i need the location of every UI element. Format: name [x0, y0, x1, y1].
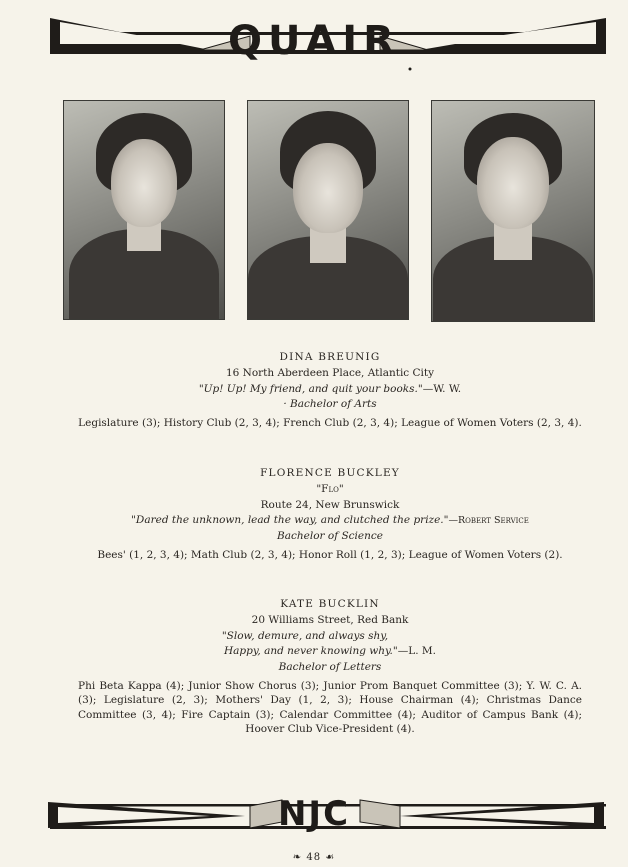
entry-dina-breunig	[70, 350, 590, 432]
student-quote-line-1: "Slow, demure, and always shy,	[221, 629, 389, 642]
student-quote-line-2	[70, 644, 590, 660]
student-quote-2: Happy, and never knowing why."	[224, 645, 398, 658]
student-quote-line	[70, 382, 590, 398]
student-quote: "Up! Up! My friend, and quit your books."	[198, 382, 423, 395]
student-name: FLORENCE BUCKLEY	[260, 467, 400, 479]
student-degree: · Bachelor of Arts	[283, 398, 377, 411]
quote-author: —Robert Service	[448, 515, 529, 527]
student-degree: Bachelor of Science	[277, 530, 383, 543]
ornament-left-icon: ❧	[292, 852, 303, 863]
student-degree: Bachelor of Letters	[278, 661, 382, 674]
header-banner	[0, 14, 628, 74]
student-name: DINA BREUNIG	[279, 351, 381, 363]
portrait-florence-buckley	[247, 100, 409, 320]
page-number: ❧ 48 ☙	[292, 852, 336, 863]
photo-row	[0, 100, 628, 326]
portrait-kate-bucklin	[431, 100, 595, 322]
student-name: KATE BUCKLIN	[280, 598, 380, 610]
student-address: 20 Williams Street, Red Bank	[251, 613, 409, 626]
ornament-right-icon: ☙	[325, 852, 336, 863]
quote-author: —W. W.	[422, 382, 462, 395]
student-quote: "Dared the unknown, lead the way, and clutched the prize."	[131, 514, 449, 527]
portrait-dina-breunig	[63, 100, 225, 320]
entry-kate-bucklin	[70, 597, 590, 737]
footer-banner	[0, 790, 628, 840]
student-activities: Bees' (1, 2, 3, 4); Math Club (2, 3, 4); Honor Roll (1, 2, 3); League of Women Voters (2).	[97, 548, 563, 561]
student-address: 16 North Aberdeen Place, Atlantic City	[225, 366, 435, 379]
student-activities: Phi Beta Kappa (4); Junior Show Chorus (3); Junior Prom Banquet Committee (3); Y. W. C. A. (3); Legislature (2, 3); Mothers' Day (1, 2, 3); House Chairman (4); Christmas Dance Committee (3, 4); Fire Captain (3); Calendar Committee (4); Auditor of Campus Bank (4); Hoover Club Vice-President (4).	[78, 679, 582, 736]
quote-author: —L. M.	[397, 645, 436, 658]
header-title: QUAIR	[228, 18, 400, 64]
student-address: Route 24, New Brunswick	[260, 498, 400, 511]
student-nickname: "Flo"	[316, 482, 344, 495]
student-quote-line	[70, 513, 590, 529]
footer-monogram: NJC	[277, 794, 351, 834]
student-activities: Legislature (3); History Club (2, 3, 4); French Club (2, 3, 4); League of Women Voters (2, 3, 4).	[78, 417, 582, 430]
entry-florence-buckley	[70, 466, 590, 564]
